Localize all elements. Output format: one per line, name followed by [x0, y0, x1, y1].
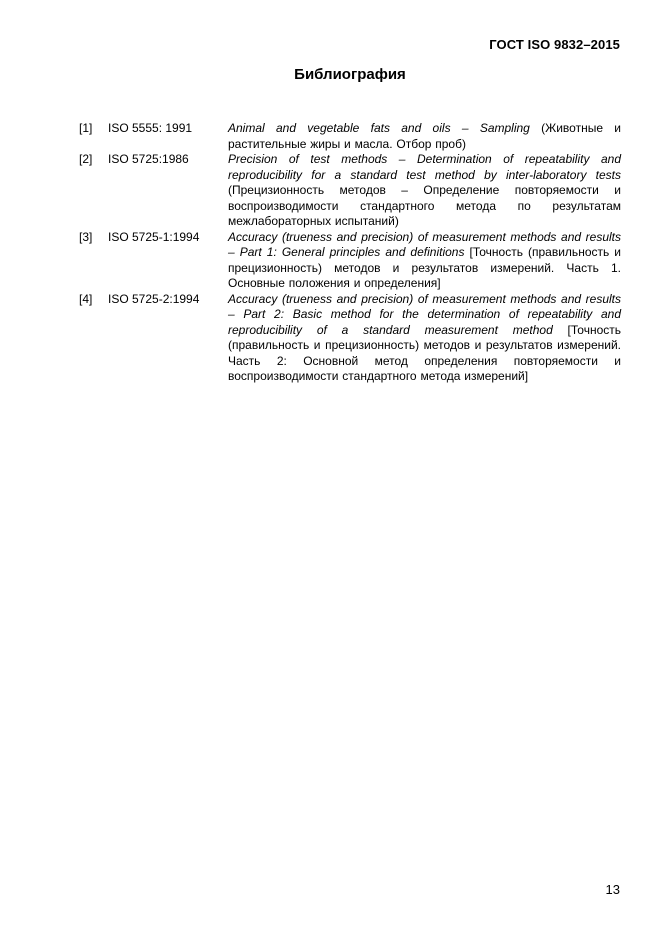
entry-title-en: Accuracy (trueness and precision) of measurement methods and results – Part 2: Basic method for the determination of repeatability and reproducibility of a standard measurement method: [228, 291, 621, 337]
page-number: 13: [605, 882, 620, 897]
bibliography-list: [79, 121, 621, 385]
entry-standard: ISO 5555: 1991: [108, 121, 193, 135]
entry-number: [1]: [79, 121, 93, 135]
entry-number: [2]: [79, 152, 93, 166]
bibliography-entry-4: [79, 292, 621, 385]
standard-code-header: ГОСТ ISO 9832–2015: [489, 37, 620, 52]
entry-title-ru: [Точность (правильность и прецизионность) методов и результатов измерений. Часть 1. Основные положения и определения]: [228, 245, 621, 290]
entry-title: [228, 230, 621, 292]
entry-standard: ISO 5725-1:1994: [108, 229, 200, 244]
entry-title: [228, 152, 621, 230]
entry-number: [3]: [79, 229, 93, 244]
entry-title-ru: (Прецизионность методов – Определение повторяемости и воспроизводимости стандартного метода по результатам межлабораторных испытаний): [228, 183, 621, 228]
entry-title-en: Precision of test methods – Determination of repeatability and reproducibility for a standard test method by inter-laboratory tests: [228, 152, 621, 182]
entry-standard: ISO 5725-2:1994: [108, 291, 200, 306]
entry-title: [228, 121, 621, 152]
entry-title-en: Animal and vegetable fats and oils – Sampling: [228, 121, 530, 135]
bibliography-entry-3: [79, 230, 621, 292]
page-title: Библиография: [294, 66, 406, 83]
bibliography-entry-2: [79, 152, 621, 230]
entry-standard: ISO 5725:1986: [108, 152, 189, 166]
entry-title-en: Accuracy (trueness and precision) of measurement methods and results – Part 1: General principles and definitions: [228, 229, 621, 259]
entry-title-ru: (Животные и растительные жиры и масла. Отбор проб): [228, 121, 621, 151]
entry-title: [228, 292, 621, 385]
bibliography-entry-1: [79, 121, 621, 152]
entry-number: [4]: [79, 291, 93, 306]
entry-title-ru: [Точность (правильность и прецизионность) методов и результатов измерений. Часть 2: Основной метод определения повторяемости и воспроизводимости стандартного метода измерений]: [228, 322, 621, 383]
